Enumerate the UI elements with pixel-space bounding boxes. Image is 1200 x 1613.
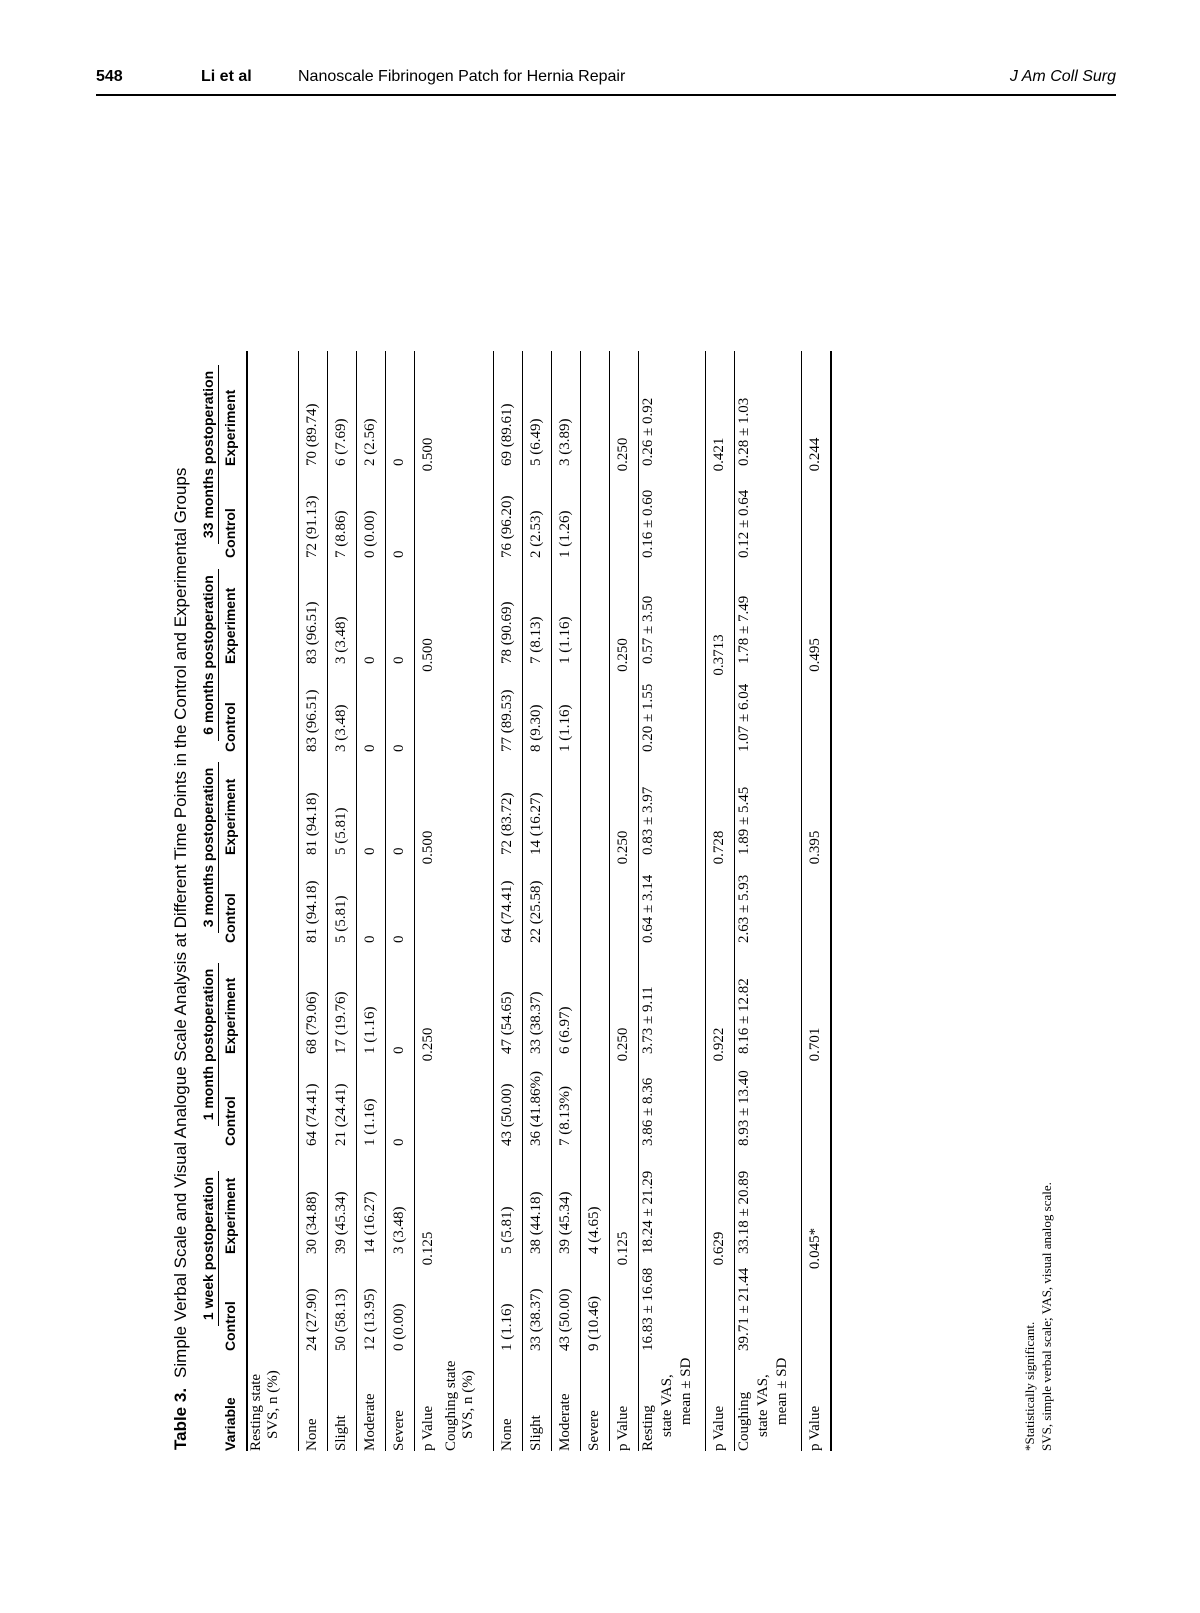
empty-cell — [443, 943, 494, 1054]
experiment-header: Experiment — [222, 351, 247, 466]
section-title-line: SVS, n (%) — [460, 1370, 476, 1439]
table-cell: 78 (90.69) — [494, 558, 523, 664]
table-cell: 1 (1.16) — [357, 1054, 386, 1146]
table-cell — [581, 558, 610, 664]
section-title — [247, 1351, 299, 1451]
table-cell: 16.83 ± 16.68 — [639, 1254, 706, 1351]
table-cell: 1 (1.16) — [357, 943, 386, 1054]
table-cell — [581, 351, 610, 466]
table-cell: 0 — [386, 558, 415, 664]
p-value-cell: 0.495 — [802, 558, 832, 752]
table-cell: 8 (9.30) — [523, 664, 552, 752]
table-cell: 36 (41.86%) — [523, 1054, 552, 1146]
p-value-label: p Value — [706, 1351, 735, 1451]
row-label: Severe — [581, 1351, 610, 1451]
table-cell: 0 — [386, 855, 415, 943]
table-cell — [581, 855, 610, 943]
table-cell: 1.07 ± 6.04 — [735, 664, 802, 752]
table-cell: 0 — [386, 664, 415, 752]
empty-cell — [443, 1254, 494, 1351]
control-header: Control — [222, 1054, 247, 1146]
table-cell: 8.16 ± 12.82 — [735, 943, 802, 1054]
empty-cell — [247, 1254, 299, 1351]
empty-cell — [247, 466, 299, 558]
table-row — [328, 351, 357, 1451]
table-cell: 9 (10.46) — [581, 1254, 610, 1351]
table-cell: 2 (2.53) — [523, 466, 552, 558]
experiment-header: Experiment — [222, 943, 247, 1054]
table-cell: 64 (74.41) — [299, 1054, 328, 1146]
section-title-line: Resting state — [248, 1373, 264, 1451]
table-cell: 6 (7.69) — [328, 351, 357, 466]
vas-label-line: state VAS, — [755, 1374, 771, 1437]
table-cell: 5 (6.49) — [523, 351, 552, 466]
table-cell: 2 (2.56) — [357, 351, 386, 466]
p-value-cell: 0.244 — [802, 351, 832, 558]
table-cell: 0 — [357, 855, 386, 943]
table-cell: 81 (94.18) — [299, 752, 328, 855]
table-body — [247, 351, 831, 1451]
table-cell: 12 (13.95) — [357, 1254, 386, 1351]
table-cell: 3 (3.48) — [386, 1146, 415, 1254]
results-table — [200, 351, 832, 1451]
table-row — [552, 351, 581, 1451]
table-cell: 33.18 ± 20.89 — [735, 1146, 802, 1254]
table-cell: 0 — [386, 943, 415, 1054]
period-header: 1 month postoperation — [200, 943, 222, 1146]
table-cell: 68 (79.06) — [299, 943, 328, 1054]
vas-label-line: state VAS, — [659, 1374, 675, 1437]
empty-cell — [443, 558, 494, 664]
table-cell: 43 (50.00) — [552, 1254, 581, 1351]
table-cell: 76 (96.20) — [494, 466, 523, 558]
table-cell: 77 (89.53) — [494, 664, 523, 752]
table-cell: 7 (8.13) — [523, 558, 552, 664]
table-cell — [581, 752, 610, 855]
row-label: Moderate — [552, 1351, 581, 1451]
p-value-cell: 0.250 — [610, 351, 639, 558]
table-cell: 0.83 ± 3.97 — [639, 752, 706, 855]
control-header: Control — [222, 466, 247, 558]
table-cell: 1.78 ± 7.49 — [735, 558, 802, 664]
section-title-row — [443, 351, 494, 1451]
p-value-cell: 0.045* — [802, 1146, 832, 1351]
empty-cell — [247, 752, 299, 855]
control-header: Control — [222, 855, 247, 943]
table-cell: 0.28 ± 1.03 — [735, 351, 802, 466]
vas-row-label — [735, 1351, 802, 1451]
table-cell: 72 (91.13) — [299, 466, 328, 558]
table-cell: 17 (19.76) — [328, 943, 357, 1054]
p-value-cell: 0.395 — [802, 752, 832, 943]
table-cell: 50 (58.13) — [328, 1254, 357, 1351]
experiment-header: Experiment — [222, 558, 247, 664]
rotated-table-block — [166, 350, 1106, 1455]
empty-cell — [247, 1146, 299, 1254]
vas-label-line: mean ± SD — [774, 1357, 790, 1425]
period-header: 33 months postoperation — [200, 351, 222, 558]
table-row — [494, 351, 523, 1451]
row-label: Slight — [523, 1351, 552, 1451]
p-value-cell: 0.250 — [415, 943, 444, 1146]
table-label: Table 3. — [171, 1387, 190, 1450]
row-label: Moderate — [357, 1351, 386, 1451]
table-cell: 0 (0.00) — [386, 1254, 415, 1351]
table-cell: 0.20 ± 1.55 — [639, 664, 706, 752]
table-cell: 14 (16.27) — [523, 752, 552, 855]
table-row — [523, 351, 552, 1451]
table-cell — [581, 943, 610, 1054]
table-cell — [552, 855, 581, 943]
empty-cell — [247, 558, 299, 664]
experiment-header: Experiment — [222, 1146, 247, 1254]
table-row — [357, 351, 386, 1451]
table-cell: 43 (50.00) — [494, 1054, 523, 1146]
period-header: 3 months postoperation — [200, 752, 222, 943]
table-cell: 6 (6.97) — [552, 943, 581, 1054]
table-cell: 47 (54.65) — [494, 943, 523, 1054]
table-cell: 39 (45.34) — [552, 1146, 581, 1254]
table-cell: 30 (34.88) — [299, 1146, 328, 1254]
table-footnotes — [1021, 351, 1055, 1451]
table-cell: 24 (27.90) — [299, 1254, 328, 1351]
p-value-label: p Value — [802, 1351, 832, 1451]
table-cell: 0.64 ± 3.14 — [639, 855, 706, 943]
variable-header: Variable — [222, 1351, 247, 1451]
section-title-row — [247, 351, 299, 1451]
table-cell: 64 (74.41) — [494, 855, 523, 943]
p-value-cell: 0.125 — [610, 1146, 639, 1351]
section-title-line: SVS, n (%) — [265, 1370, 281, 1439]
table-cell: 1 (1.26) — [552, 466, 581, 558]
p-value-cell: 0.250 — [610, 752, 639, 943]
table-cell: 39.71 ± 21.44 — [735, 1254, 802, 1351]
p-value-cell: 0.629 — [706, 1146, 735, 1351]
row-label: Severe — [386, 1351, 415, 1451]
table-cell: 33 (38.37) — [523, 943, 552, 1054]
table-cell: 18.24 ± 21.29 — [639, 1146, 706, 1254]
table-cell: 3 (3.48) — [328, 558, 357, 664]
table-cell: 72 (83.72) — [494, 752, 523, 855]
empty-cell — [443, 1146, 494, 1254]
p-value-cell: 0.500 — [415, 752, 444, 943]
table-cell: 1 (1.16) — [552, 664, 581, 752]
table-cell: 4 (4.65) — [581, 1146, 610, 1254]
table-cell: 0.57 ± 3.50 — [639, 558, 706, 664]
period-header: 6 months postoperation — [200, 558, 222, 752]
row-label: None — [494, 1351, 523, 1451]
vas-row-label — [639, 1351, 706, 1451]
vas-row — [735, 351, 802, 1451]
table-cell: 0.12 ± 0.64 — [735, 466, 802, 558]
table-cell: 39 (45.34) — [328, 1146, 357, 1254]
table-cell: 5 (5.81) — [494, 1146, 523, 1254]
table-cell: 5 (5.81) — [328, 752, 357, 855]
table-cell: 3.73 ± 9.11 — [639, 943, 706, 1054]
row-label: None — [299, 1351, 328, 1451]
table-cell: 14 (16.27) — [357, 1146, 386, 1254]
vas-row — [639, 351, 706, 1451]
table-caption — [166, 350, 196, 1450]
p-value-row — [706, 351, 735, 1451]
table-cell: 1.89 ± 5.45 — [735, 752, 802, 855]
table-cell: 81 (94.18) — [299, 855, 328, 943]
table-cell: 22 (25.58) — [523, 855, 552, 943]
table-cell: 0 — [386, 351, 415, 466]
experiment-header: Experiment — [222, 752, 247, 855]
control-header: Control — [222, 1254, 247, 1351]
table-cell: 0 (0.00) — [357, 466, 386, 558]
table-cell: 21 (24.41) — [328, 1054, 357, 1146]
table-cell: 7 (8.13%) — [552, 1054, 581, 1146]
table-cell: 0 — [386, 1054, 415, 1146]
table-cell — [581, 1054, 610, 1146]
table-cell: 8.93 ± 13.40 — [735, 1054, 802, 1146]
p-value-cell: 0.250 — [610, 558, 639, 752]
table-cell: 0 — [386, 466, 415, 558]
p-value-cell: 0.3713 — [706, 558, 735, 752]
p-value-cell: 0.500 — [415, 351, 444, 558]
p-value-cell: 0.728 — [706, 752, 735, 943]
table-cell: 3 (3.89) — [552, 351, 581, 466]
table-cell: 3.86 ± 8.36 — [639, 1054, 706, 1146]
table-cell: 2.63 ± 5.93 — [735, 855, 802, 943]
table-caption-text: Simple Verbal Scale and Visual Analogue Scale Analysis at Different Time Points in the Control and Experimental Groups — [171, 467, 190, 1378]
footnote: SVS, simple verbal scale; VAS, visual analog scale. — [1039, 1182, 1054, 1451]
table-cell: 7 (8.86) — [328, 466, 357, 558]
empty-cell — [443, 855, 494, 943]
p-value-row — [415, 351, 444, 1451]
table-cell: 70 (89.74) — [299, 351, 328, 466]
p-value-cell: 0.250 — [610, 943, 639, 1146]
table-row — [386, 351, 415, 1451]
table-cell: 1 (1.16) — [494, 1254, 523, 1351]
table-cell: 0 — [357, 664, 386, 752]
empty-cell — [247, 664, 299, 752]
empty-cell — [443, 466, 494, 558]
p-value-cell: 0.500 — [415, 558, 444, 752]
table-cell: 0 — [386, 752, 415, 855]
section-title-line: Coughing state — [443, 1360, 459, 1451]
section-title — [443, 1351, 494, 1451]
p-value-cell: 0.701 — [802, 943, 832, 1146]
empty-cell — [247, 1054, 299, 1146]
table-cell: 33 (38.37) — [523, 1254, 552, 1351]
vas-label-line: mean ± SD — [678, 1357, 694, 1425]
table-cell: 1 (1.16) — [552, 558, 581, 664]
table-cell: 5 (5.81) — [328, 855, 357, 943]
table-cell: 3 (3.48) — [328, 664, 357, 752]
empty-cell — [247, 351, 299, 466]
empty-cell — [443, 664, 494, 752]
period-header-row — [200, 351, 222, 1451]
table-cell: 0.26 ± 0.92 — [639, 351, 706, 466]
p-value-cell: 0.125 — [415, 1146, 444, 1351]
empty-cell — [443, 1054, 494, 1146]
table-cell: 0 — [357, 558, 386, 664]
vas-label-line: Coughing — [736, 1391, 752, 1451]
header-article-title: Nanoscale Fibrinogen Patch for Hernia Repair — [298, 68, 626, 85]
table-cell: 83 (96.51) — [299, 558, 328, 664]
p-value-cell: 0.922 — [706, 943, 735, 1146]
empty-cell — [247, 943, 299, 1054]
p-value-label: p Value — [610, 1351, 639, 1451]
p-value-cell: 0.421 — [706, 351, 735, 558]
table-cell — [552, 752, 581, 855]
table-cell: 0.16 ± 0.60 — [639, 466, 706, 558]
table-cell: 38 (44.18) — [523, 1146, 552, 1254]
footnote: *Statistically significant. — [1022, 1321, 1037, 1451]
group-header-row — [222, 351, 247, 1451]
table-row — [581, 351, 610, 1451]
header-authors: Li et al — [201, 68, 252, 85]
empty-cell — [443, 351, 494, 466]
row-label: Slight — [328, 1351, 357, 1451]
table-cell — [581, 664, 610, 752]
p-value-row — [610, 351, 639, 1451]
empty-cell — [247, 855, 299, 943]
header-journal: J Am Coll Surg — [1009, 68, 1116, 85]
control-header: Control — [222, 664, 247, 752]
empty-cell — [443, 752, 494, 855]
table-cell: 83 (96.51) — [299, 664, 328, 752]
running-header — [96, 66, 1116, 96]
table-cell — [581, 466, 610, 558]
table-cell: 69 (89.61) — [494, 351, 523, 466]
p-value-row — [802, 351, 832, 1451]
p-value-label: p Value — [415, 1351, 444, 1451]
table-row — [299, 351, 328, 1451]
vas-label-line: Resting — [640, 1405, 656, 1451]
period-header: 1 week postoperation — [200, 1146, 222, 1351]
blank-header-cell — [200, 1351, 222, 1451]
page-number: 548 — [96, 68, 123, 85]
table-cell: 0 — [357, 752, 386, 855]
